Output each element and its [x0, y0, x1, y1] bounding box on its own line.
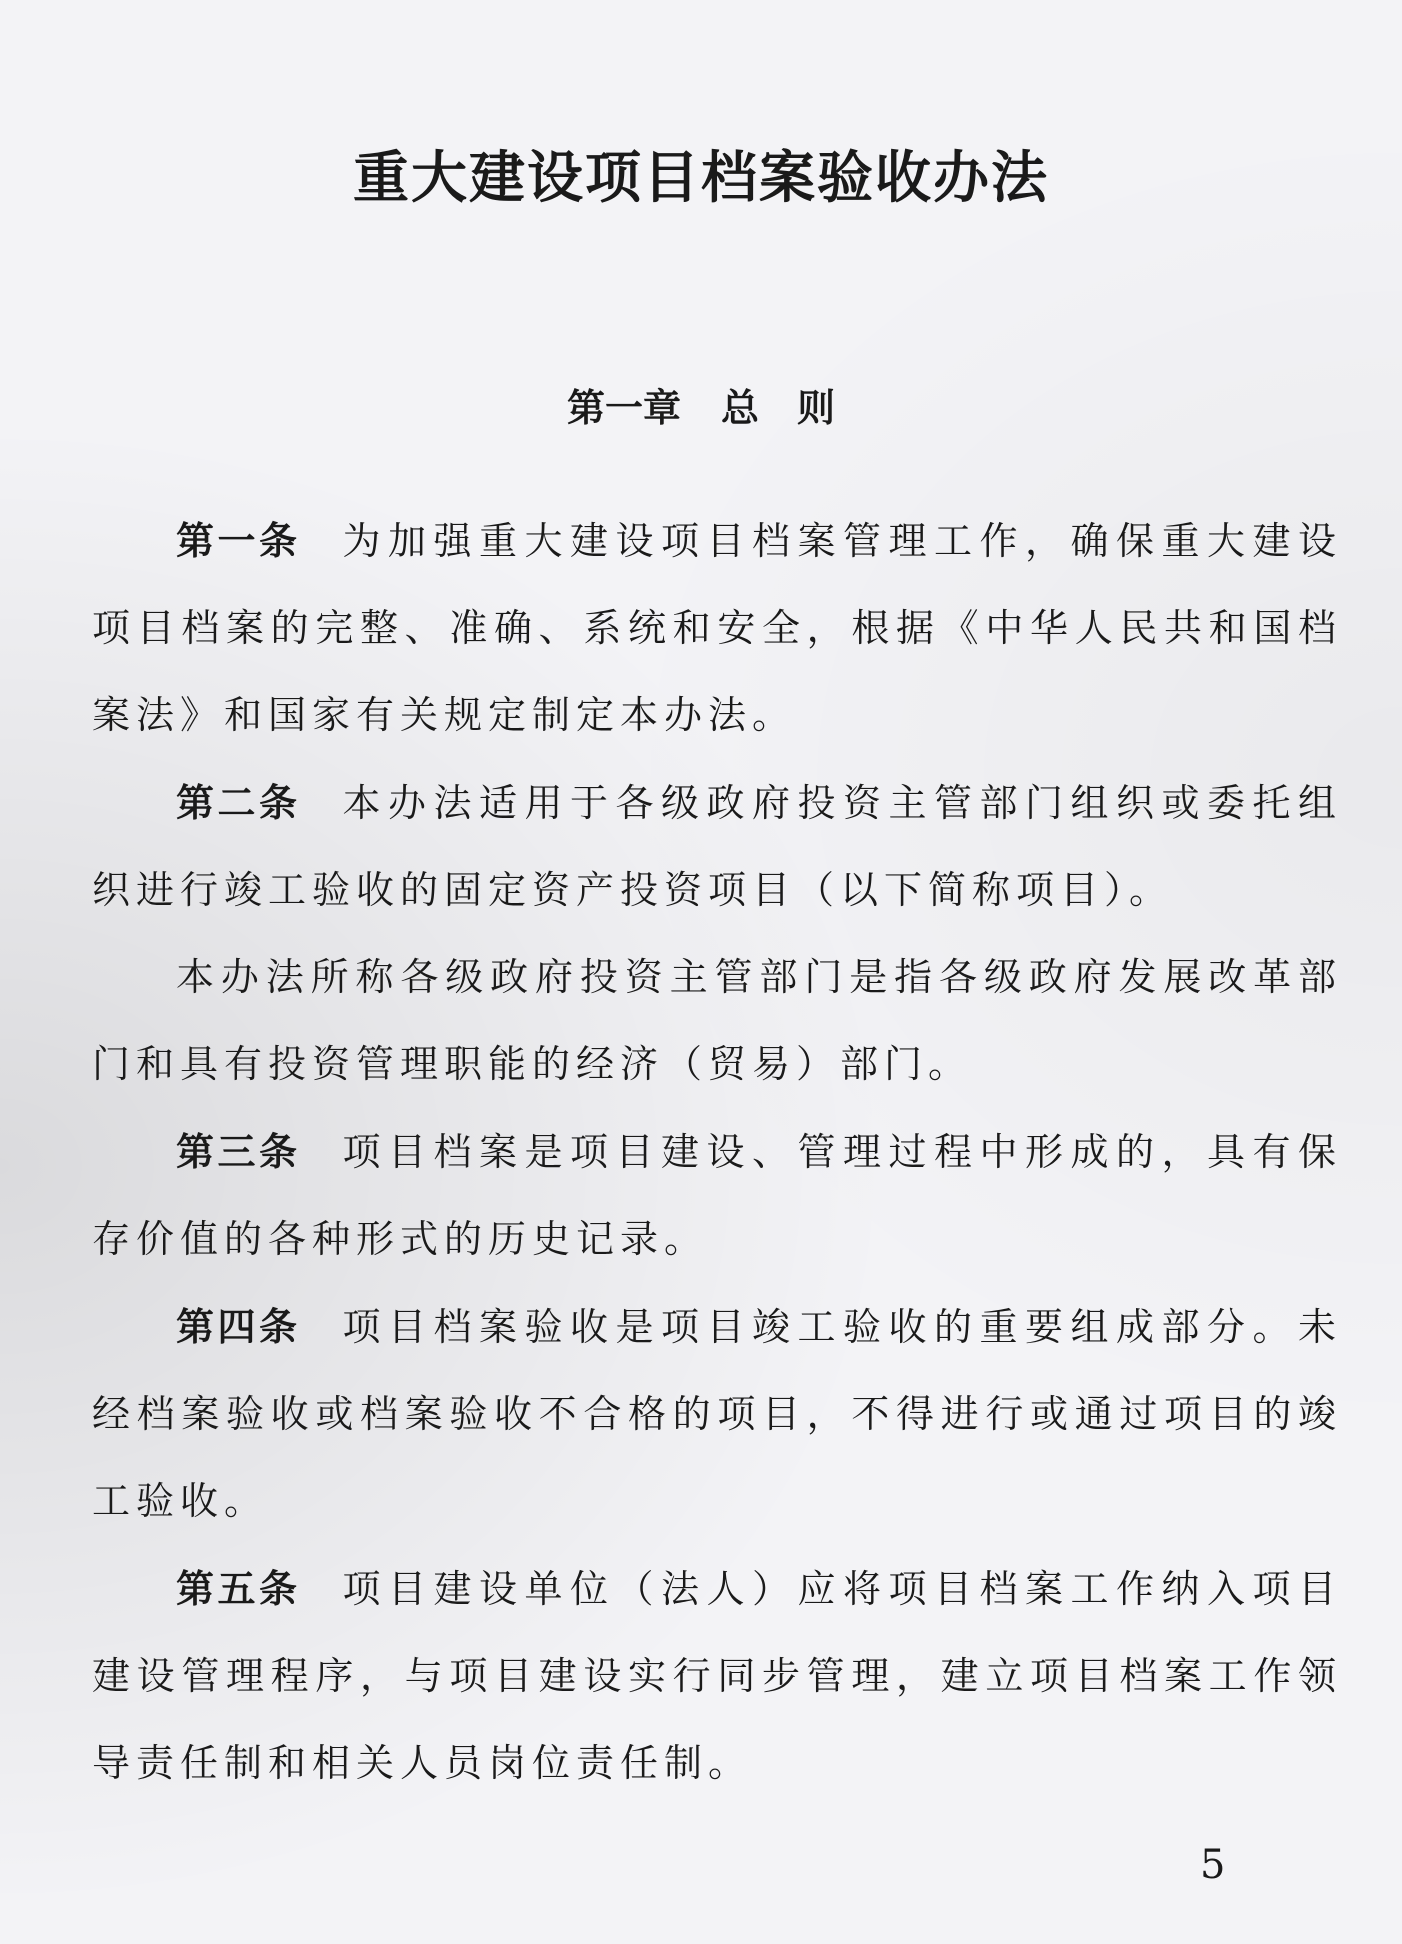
- article-text: 项目档案验收是项目竣工验收的重要组成部分。未经档案验收或档案验收不合格的项目，不得进行或通过项目的竣工验收。: [92, 1305, 1342, 1523]
- article-number: 第四条: [176, 1304, 301, 1349]
- article-number: 第五条: [176, 1566, 301, 1611]
- page-number: 5: [1200, 1842, 1226, 1888]
- chapter-number: 第一章: [566, 385, 681, 430]
- paragraph-article-4: [92, 1283, 1342, 1545]
- article-text: 本办法适用于各级政府投资主管部门组织或委托组织进行竣工验收的固定资产投资项目（以下简称项目）。: [92, 781, 1342, 912]
- article-number: 第三条: [176, 1129, 301, 1174]
- article-text: 本办法所称各级政府投资主管部门是指各级政府发展改革部门和具有投资管理职能的经济（贸易）部门。: [92, 955, 1342, 1086]
- chapter-name: 总 则: [721, 385, 836, 430]
- article-text: 项目建设单位（法人）应将项目档案工作纳入项目建设管理程序，与项目建设实行同步管理，建立项目档案工作领导责任制和相关人员岗位责任制。: [92, 1567, 1342, 1785]
- document-body: [92, 497, 1342, 1807]
- article-number: 第一条: [176, 518, 301, 563]
- document-title: 重大建设项目档案验收办法: [353, 145, 1049, 211]
- paragraph-article-5: [92, 1545, 1342, 1807]
- paragraph-article-2: [92, 759, 1342, 934]
- article-number: 第二条: [176, 780, 301, 825]
- paragraph-article-3: [92, 1108, 1342, 1283]
- article-text: 为加强重大建设项目档案管理工作，确保重大建设项目档案的完整、准确、系统和安全，根据《中华人民共和国档案法》和国家有关规定制定本办法。: [92, 519, 1342, 737]
- chapter-heading: [0, 380, 1402, 436]
- paragraph-article-1: [92, 497, 1342, 759]
- paragraph-article-2-continued: [92, 934, 1342, 1108]
- article-text: 项目档案是项目建设、管理过程中形成的，具有保存价值的各种形式的历史记录。: [92, 1130, 1342, 1261]
